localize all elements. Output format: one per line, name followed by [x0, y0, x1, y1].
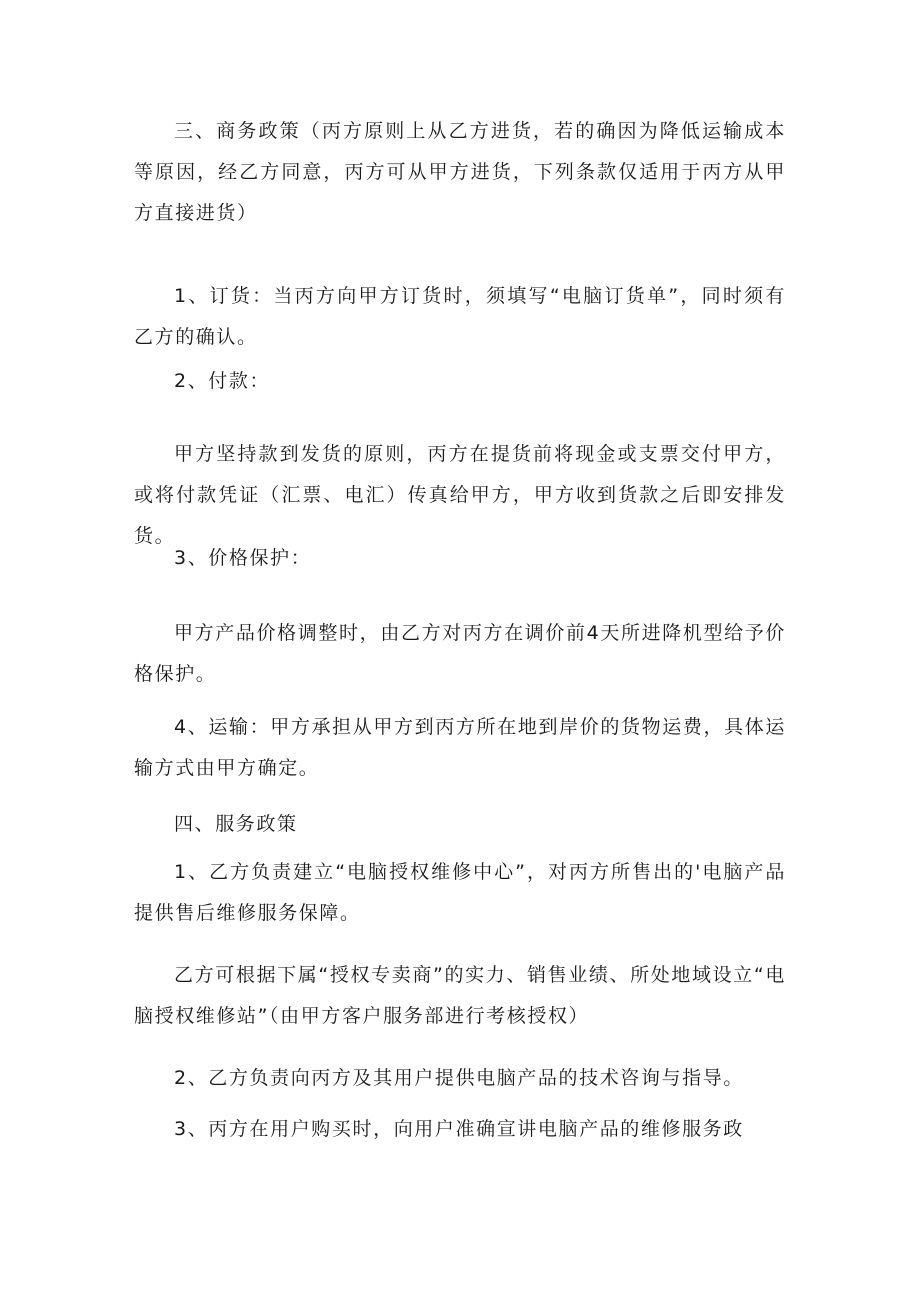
paragraph-service-explanation: 3、丙方在用户购买时，向用户准确宣讲电脑产品的维修服务政	[174, 1118, 744, 1140]
paragraph-business-policy: 三、商务政策（丙方原则上从乙方进货，若的确因为降低运输成本等原因，经乙方同意，丙方可从甲方进货，下列条款仅适用于丙方从甲方直接进货）	[134, 120, 786, 224]
paragraph-ordering: 1、订货：当丙方向甲方订货时，须填写“电脑订货单”，同时须有乙方的确认。	[134, 285, 786, 348]
paragraph-payment-terms: 甲方坚持款到发货的原则，丙方在提货前将现金或支票交付甲方，或将付款凭证（汇票、电汇）传真给甲方，甲方收到货款之后即安排发货。	[134, 443, 786, 547]
paragraph-service-policy-heading: 四、服务政策	[174, 813, 298, 835]
paragraph-price-protection-terms: 甲方产品价格调整时，由乙方对丙方在调价前4天所进降机型给予价格保护。	[134, 622, 786, 685]
paragraph-service-center: 1、乙方负责建立“电脑授权维修中心”，对丙方所售出的'电脑产品提供售后维修服务保障。	[134, 861, 786, 924]
paragraph-payment-heading: 2、付款：	[174, 370, 271, 392]
paragraph-service-station: 乙方可根据下属“授权专卖商”的实力、销售业绩、所处地域设立“电脑授权维修站”（由甲方客户服务部进行考核授权）	[134, 964, 786, 1027]
paragraph-technical-support: 2、乙方负责向丙方及其用户提供电脑产品的技术咨询与指导。	[174, 1067, 744, 1089]
paragraph-transportation: 4、运输：甲方承担从甲方到丙方所在地到岸价的货物运费，具体运输方式由甲方确定。	[134, 716, 786, 779]
paragraph-price-protection-heading: 3、价格保护：	[174, 547, 312, 569]
